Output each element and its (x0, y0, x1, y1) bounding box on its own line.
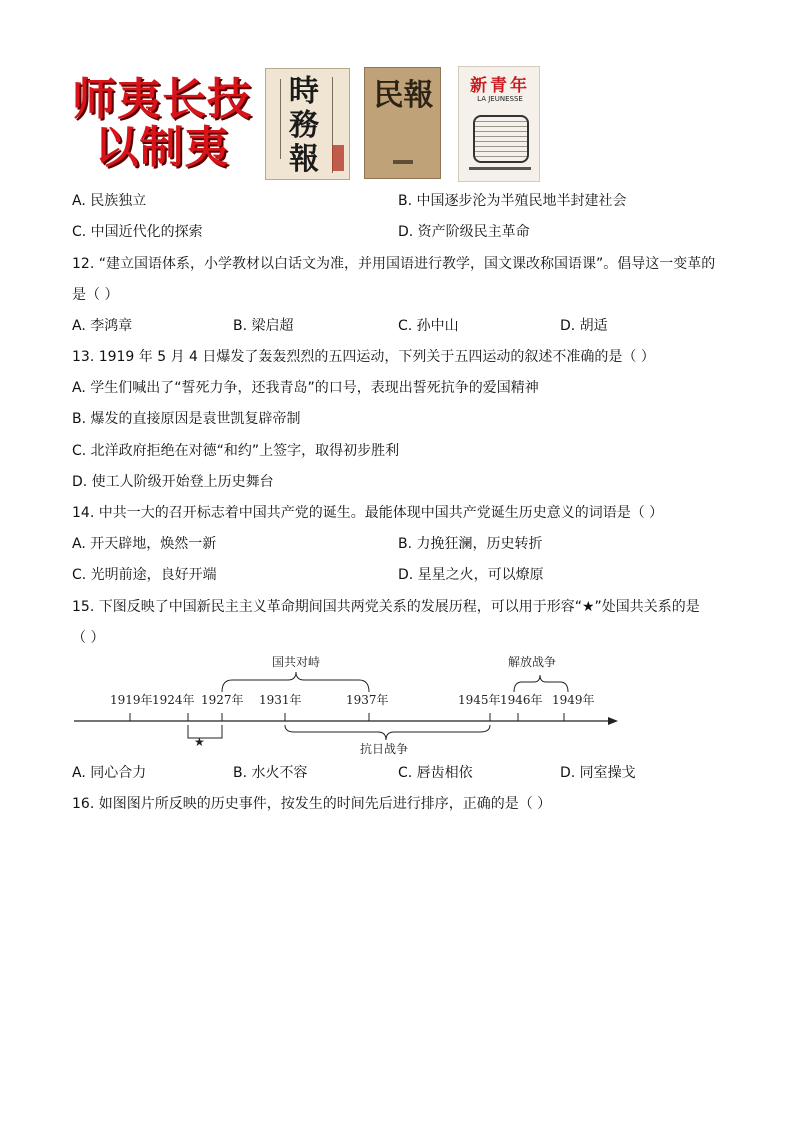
q12-option-a[interactable]: A. 李鸿章 (72, 318, 133, 334)
q11-option-b[interactable]: B. 中国逐步沦为半殖民地半封建社会 (398, 193, 627, 209)
q13-stem: 13. 1919 年 5 月 4 日爆发了轰轰烈烈的五四运动，下列关于五四运动的叙述不准确的是（ ） (72, 349, 655, 365)
slogan-line-1: 师夷长技 (72, 74, 252, 125)
q11-option-d[interactable]: D. 资产阶级民主革命 (398, 224, 530, 240)
red-stamp-icon (332, 145, 344, 171)
shiwubao-image (265, 68, 350, 180)
q15-option-a[interactable]: A. 同心合力 (72, 765, 147, 781)
brace-resistance (285, 725, 490, 740)
brace-liberation (514, 675, 568, 692)
brace-confront (222, 672, 369, 692)
year-label-1949: 1949年 (552, 693, 595, 707)
q15-option-b[interactable]: B. 水火不容 (233, 765, 308, 781)
label-resistance: 抗日战争 (360, 742, 409, 756)
q11-option-c[interactable]: C. 中国近代化的探索 (72, 224, 203, 240)
q12-option-d[interactable]: D. 胡适 (560, 318, 608, 334)
portrait-frame-icon (473, 115, 529, 163)
year-label-1945: 1945年 (458, 693, 501, 707)
year-label-1919: 1919年 (110, 693, 153, 707)
arrow-right-icon (608, 717, 618, 725)
q12-option-b[interactable]: B. 梁启超 (233, 318, 294, 334)
q11-option-a[interactable]: A. 民族独立 (72, 193, 147, 209)
q15-option-d[interactable]: D. 同室操戈 (560, 765, 636, 781)
year-label-1924: 1924年 (152, 693, 195, 707)
q13-option-a[interactable]: A. 学生们喊出了“誓死力争，还我青岛”的口号，表现出誓死抗争的爱国精神 (72, 380, 539, 396)
q14-stem: 14. 中共一大的召开标志着中国共产党的诞生。最能体现中国共产党诞生历史意义的词语是（ ） (72, 505, 664, 521)
slogan-image (72, 76, 252, 176)
label-liberation: 解放战争 (508, 655, 557, 669)
q13-option-b[interactable]: B. 爆发的直接原因是袁世凯复辟帝制 (72, 411, 301, 427)
slogan-line-2: 以制夷 (94, 122, 230, 173)
q12-option-c[interactable]: C. 孙中山 (398, 318, 459, 334)
q14-option-c[interactable]: C. 光明前途，良好开端 (72, 567, 217, 583)
label-confront: 国共对峙 (272, 655, 321, 669)
xinqingnian-image (458, 66, 540, 182)
q14-option-a[interactable]: A. 开天辟地，焕然一新 (72, 536, 217, 552)
xinqingnian-subtitle: LA JEUNESSE (477, 95, 523, 103)
year-label-1937: 1937年 (346, 693, 389, 707)
shiwubao-title: 時務報 (289, 74, 319, 177)
q13-option-d[interactable]: D. 使工人阶级开始登上历史舞台 (72, 474, 274, 490)
paper-footer-mark (393, 160, 413, 164)
q15-stem-line-1: 15. 下图反映了中国新民主主义革命期间国共两党关系的发展历程，可以用于形容“★”处国共关系的是 (72, 599, 700, 615)
q15-timeline-diagram (70, 650, 630, 760)
q13-option-c[interactable]: C. 北洋政府拒绝在对德“和约”上签字，取得初步胜利 (72, 443, 400, 459)
star-icon: ★ (194, 735, 205, 749)
paper-border-left (270, 79, 281, 159)
q12-stem-line-1: 12. “建立国语体系，小学教材以白话文为准，并用国语进行教学，国文课改称国语课”。倡导这一变革的 (72, 256, 716, 272)
minbao-title: 民報 (373, 78, 434, 113)
q12-stem-line-2: 是（ ） (72, 287, 119, 303)
q15-stem-line-2: （ ） (72, 630, 105, 646)
year-label-1931: 1931年 (259, 693, 302, 707)
year-label-1946: 1946年 (500, 693, 543, 707)
q16-stem: 16. 如图图片所反映的历史事件，按发生的时间先后进行排序，正确的是（ ） (72, 796, 552, 812)
xinqingnian-title: 新青年 (470, 76, 530, 96)
paper-bar (469, 167, 531, 170)
q14-option-b[interactable]: B. 力挽狂澜，历史转折 (398, 536, 543, 552)
q14-option-d[interactable]: D. 星星之火，可以燎原 (398, 567, 544, 583)
year-label-1927: 1927年 (201, 693, 244, 707)
minbao-image (364, 67, 441, 179)
q15-option-c[interactable]: C. 唇齿相依 (398, 765, 473, 781)
